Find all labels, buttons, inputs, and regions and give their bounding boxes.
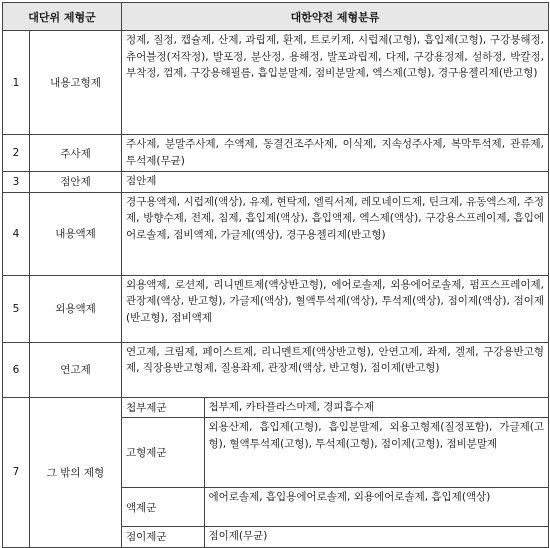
- table-row: [3, 31, 549, 135]
- subgroup-row: [122, 488, 548, 527]
- row-number: 7: [3, 397, 30, 547]
- group-name: 외용액제: [30, 275, 122, 342]
- subgroup-row: [122, 527, 548, 547]
- row-number: 2: [3, 135, 30, 172]
- row-number: 1: [3, 31, 30, 135]
- group-name: 그 밖의 제형: [30, 397, 122, 547]
- form-list: 정제, 질정, 캡슐제, 산제, 과립제, 환제, 트로키제, 시럽제(고형), 흡입제(고형), 구강붕해정, 츄어블정(저작정), 발포정, 분산정, 용해정, 발포과립제, 다제, 구강용정제, 설하정, 박칼정, 부착정, 껌제, 구강용해필름, 흡입분말제, 점비분말제, 엑스제(고형), 경구용젤리제(반고형): [122, 31, 549, 135]
- table-row: [3, 192, 549, 275]
- group-name: 연고제: [30, 342, 122, 397]
- subgroup-name: 액제군: [122, 488, 204, 527]
- table-row: [3, 397, 549, 547]
- subgroup-forms: 점이제(무균): [204, 527, 548, 547]
- form-list: 외용액제, 로션제, 리니멘트제(액상반고형), 에어로솔제, 외용에어로솔제, 펌프스프레이제, 관장제(액상, 반고형), 가글제(액상), 혈액투석제(액상), 투석제(액상), 점이제(액상), 점이제(반고형), 점비액제: [122, 275, 549, 342]
- group-name: 내용액제: [30, 192, 122, 275]
- header-row: [3, 3, 549, 31]
- subgroup-row: [122, 398, 548, 418]
- subgroup-forms: 외용산제, 흡입제(고형), 흡입분말제, 외용고형제(질정포함), 가글제(고형), 혈액투석제(고형), 투석제(고형), 점이제(고형), 점비분말제: [204, 418, 548, 488]
- form-list: 경구용액제, 시럽제(액상), 유제, 현탁제, 엘릭서제, 레모네이드제, 틴크제, 유동엑스제, 주정제, 방향수제, 전제, 침제, 흡입제(액상), 흡입액제, 엑스제(액상), 구강용스프레이제, 흡입에어로솔제, 점비액제, 가글제(액상), 경구용젤리제(반고형): [122, 192, 549, 275]
- form-list: 연고제, 크림제, 페이스트제, 리니멘트제(액상반고형), 안연고제, 좌제, 겔제, 구강용반고형제, 직장용반고형제, 질용좌제, 관장제(액상, 반고형), 점이제(반고형): [122, 342, 549, 397]
- row-number: 5: [3, 275, 30, 342]
- subgroup-name: 고형제군: [122, 418, 204, 488]
- form-list: 주사제, 분말주사제, 수액제, 동결건조주사제, 이식제, 지속성주사제, 복막투석제, 관류제, 투석제(무균): [122, 135, 549, 172]
- group-name: 점안제: [30, 172, 122, 193]
- subgroup-forms: 첩부제, 카타플라스마제, 경피흡수제: [204, 398, 548, 418]
- header-group: 대단위 제형군: [3, 3, 122, 31]
- row-number: 3: [3, 172, 30, 193]
- subgroup-forms: 에어로솔제, 흡입용에어로솔제, 외용에어로솔제, 흡입제(액상): [204, 488, 548, 527]
- subgroup-cell: [122, 397, 549, 547]
- dosage-form-table: [2, 2, 549, 548]
- row-number: 4: [3, 192, 30, 275]
- subgroup-name: 첩부제군: [122, 398, 204, 418]
- table-row: [3, 172, 549, 193]
- table-row: [3, 275, 549, 342]
- subgroup-name: 점이제군: [122, 527, 204, 547]
- table-row: [3, 342, 549, 397]
- group-name: 내용고형제: [30, 31, 122, 135]
- table-row: [3, 135, 549, 172]
- subgroup-row: [122, 418, 548, 488]
- row-number: 6: [3, 342, 30, 397]
- subgroup-table: [122, 398, 548, 547]
- header-class: 대한약전 제형분류: [122, 3, 549, 31]
- group-name: 주사제: [30, 135, 122, 172]
- form-list: 점안제: [122, 172, 549, 193]
